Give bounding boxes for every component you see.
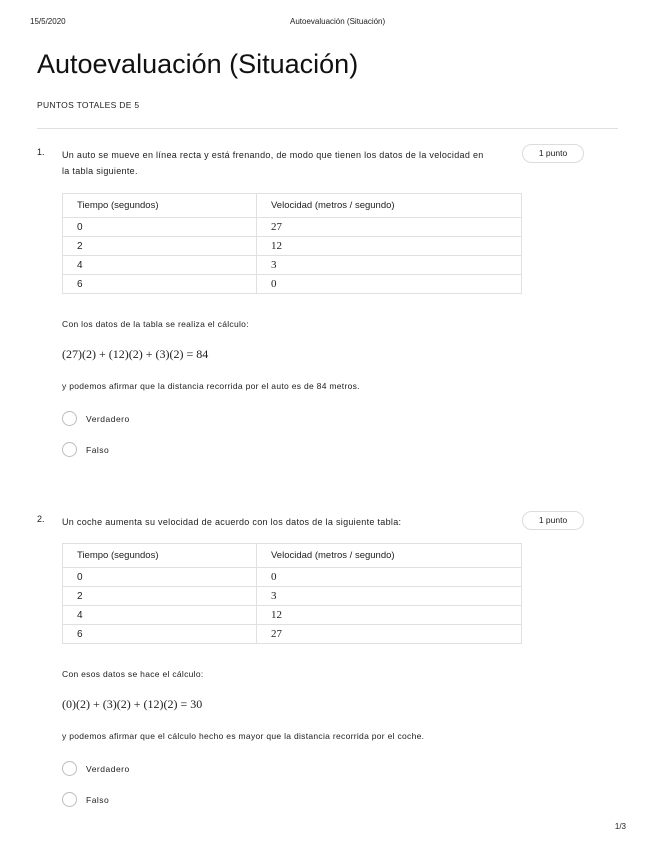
table-cell: 4 <box>63 256 257 275</box>
question-text: Un auto se mueve en línea recta y está frenando, de modo que tienen los datos de la velocidad en la tabla siguiente. <box>62 150 484 176</box>
page-number: 1/3 <box>614 822 626 831</box>
question-number: 1. <box>37 147 45 157</box>
table-cell: 0 <box>63 218 257 237</box>
radio-button[interactable] <box>62 442 77 457</box>
table-header-row <box>63 544 522 568</box>
option-label: Verdadero <box>86 763 130 774</box>
table-row <box>63 606 522 625</box>
statement: y podemos afirmar que el cálculo hecho es mayor que la distancia recorrida por el coche. <box>62 731 425 741</box>
table-row <box>63 256 522 275</box>
page-title: Autoevaluación (Situación) <box>37 49 359 79</box>
option-falso[interactable] <box>62 442 109 457</box>
table-row <box>63 568 522 587</box>
statement: y podemos afirmar que la distancia recorrida por el auto es de 84 metros. <box>62 381 360 391</box>
equation: (0)(2) + (3)(2) + (12)(2) = 30 <box>62 697 203 711</box>
radio-button[interactable] <box>62 761 77 776</box>
table-cell: 27 <box>257 625 522 644</box>
option-verdadero[interactable] <box>62 411 130 426</box>
table-cell: 3 <box>257 587 522 606</box>
print-date: 15/5/2020 <box>30 17 66 26</box>
table-cell: 27 <box>257 218 522 237</box>
print-title: Autoevaluación (Situación) <box>290 17 386 26</box>
question-number: 2. <box>37 514 45 524</box>
table-cell: 4 <box>63 606 257 625</box>
table-cell: 2 <box>63 237 257 256</box>
divider <box>37 128 618 129</box>
total-points: PUNTOS TOTALES DE 5 <box>37 100 140 110</box>
table-cell: 0 <box>63 568 257 587</box>
question-text: Un coche aumenta su velocidad de acuerdo con los datos de la siguiente tabla: <box>62 517 402 527</box>
table-row <box>63 587 522 606</box>
points-badge: 1 punto <box>522 144 584 163</box>
table-cell: 2 <box>63 587 257 606</box>
table-cell: 0 <box>257 568 522 587</box>
table-cell: 3 <box>257 256 522 275</box>
option-label: Falso <box>86 794 110 805</box>
table-cell: 6 <box>63 625 257 644</box>
calc-intro: Con esos datos se hace el cálculo: <box>62 669 204 679</box>
table-cell: 12 <box>257 606 522 625</box>
radio-button[interactable] <box>62 411 77 426</box>
column-header: Tiempo (segundos) <box>63 194 257 218</box>
table-row <box>63 218 522 237</box>
table-row <box>63 275 522 294</box>
column-header: Velocidad (metros / segundo) <box>257 544 522 568</box>
points-badge: 1 punto <box>522 511 584 530</box>
table-row <box>63 625 522 644</box>
option-label: Falso <box>86 444 110 455</box>
option-verdadero[interactable] <box>62 761 130 776</box>
option-falso[interactable] <box>62 792 109 807</box>
data-table <box>62 193 522 294</box>
table-cell: 6 <box>63 275 257 294</box>
table-row <box>63 237 522 256</box>
table-cell: 0 <box>257 275 522 294</box>
column-header: Velocidad (metros / segundo) <box>257 194 522 218</box>
option-label: Verdadero <box>86 413 130 424</box>
calc-intro: Con los datos de la tabla se realiza el cálculo: <box>62 319 249 329</box>
column-header: Tiempo (segundos) <box>63 544 257 568</box>
table-cell: 12 <box>257 237 522 256</box>
radio-button[interactable] <box>62 792 77 807</box>
table-header-row <box>63 194 522 218</box>
data-table <box>62 543 522 644</box>
equation: (27)(2) + (12)(2) + (3)(2) = 84 <box>62 347 209 361</box>
